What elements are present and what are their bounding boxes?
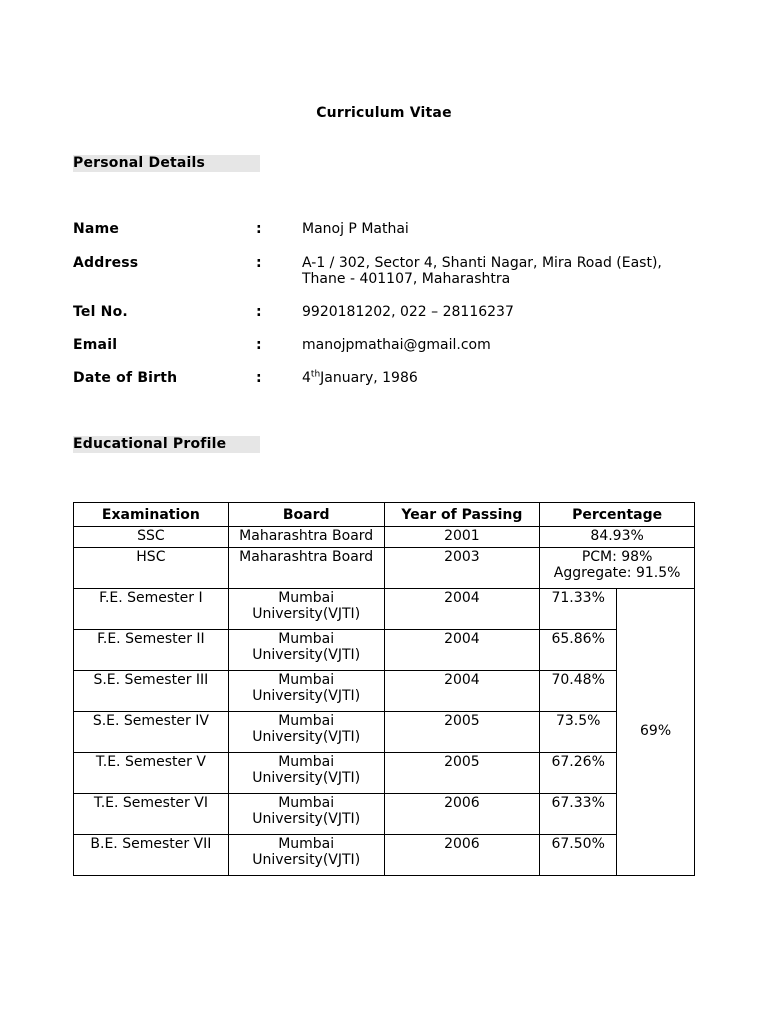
exam-cell: SSC	[74, 527, 229, 548]
percent-pcm: PCM: 98%	[581, 549, 653, 565]
percent-cell: 67.33%	[540, 794, 617, 835]
exam-cell: S.E. Semester III	[74, 671, 229, 712]
name-colon: :	[256, 221, 262, 237]
board-line-2: University(VJTI)	[252, 852, 361, 868]
board-cell	[228, 753, 384, 794]
educational-profile-heading: Educational Profile	[73, 436, 260, 453]
tel-value: 9920181202, 022 – 28116237	[302, 304, 514, 320]
address-line-2: Thane - 401107, Maharashtra	[302, 271, 511, 287]
header-board: Board	[228, 503, 384, 527]
board-cell	[228, 671, 384, 712]
board-line-1: Mumbai	[278, 795, 335, 811]
board-cell	[228, 712, 384, 753]
name-label: Name	[73, 221, 120, 237]
tel-label: Tel No.	[73, 304, 128, 320]
percent-cell: 84.93%	[540, 527, 695, 548]
exam-cell: T.E. Semester V	[74, 753, 229, 794]
board-line-2: University(VJTI)	[252, 811, 361, 827]
table-row	[74, 527, 695, 548]
email-colon: :	[256, 337, 262, 353]
board-line-1: Mumbai	[278, 713, 335, 729]
dob-suffix: th	[310, 369, 321, 380]
year-cell: 2005	[384, 712, 540, 753]
table-row	[74, 589, 695, 630]
board-line-1: Mumbai	[278, 590, 335, 606]
board-cell: Maharashtra Board	[228, 548, 384, 589]
board-line-2: University(VJTI)	[252, 647, 361, 663]
address-colon: :	[256, 255, 262, 271]
year-cell: 2006	[384, 835, 540, 876]
percent-cell: 71.33%	[540, 589, 617, 630]
board-cell	[228, 794, 384, 835]
percent-cell: 67.26%	[540, 753, 617, 794]
table-row	[74, 671, 695, 712]
percent-cell: 70.48%	[540, 671, 617, 712]
year-cell: 2003	[384, 548, 540, 589]
exam-cell: T.E. Semester VI	[74, 794, 229, 835]
table-row	[74, 630, 695, 671]
email-label: Email	[73, 337, 118, 353]
year-cell: 2004	[384, 671, 540, 712]
dob-rest: January, 1986	[320, 370, 418, 386]
year-cell: 2006	[384, 794, 540, 835]
header-percentage: Percentage	[540, 503, 695, 527]
board-line-1: Mumbai	[278, 754, 335, 770]
exam-cell: HSC	[74, 548, 229, 589]
table-row	[74, 712, 695, 753]
exam-cell: S.E. Semester IV	[74, 712, 229, 753]
year-cell: 2004	[384, 630, 540, 671]
table-header-row	[74, 503, 695, 527]
exam-cell: F.E. Semester II	[74, 630, 229, 671]
name-value: Manoj P Mathai	[302, 221, 409, 237]
board-cell	[228, 630, 384, 671]
year-cell: 2001	[384, 527, 540, 548]
header-examination: Examination	[74, 503, 229, 527]
aggregate-percent-cell: 69%	[617, 589, 695, 876]
table-row	[74, 835, 695, 876]
board-line-2: University(VJTI)	[252, 688, 361, 704]
dob-colon: :	[256, 370, 262, 386]
exam-cell: B.E. Semester VII	[74, 835, 229, 876]
header-year: Year of Passing	[384, 503, 540, 527]
percent-cell: 73.5%	[540, 712, 617, 753]
board-line-1: Mumbai	[278, 836, 335, 852]
address-label: Address	[73, 255, 139, 271]
board-cell: Maharashtra Board	[228, 527, 384, 548]
board-line-2: University(VJTI)	[252, 606, 361, 622]
education-table	[73, 502, 695, 876]
percent-aggregate: Aggregate: 91.5%	[553, 565, 681, 581]
year-cell: 2004	[384, 589, 540, 630]
table-row	[74, 753, 695, 794]
tel-colon: :	[256, 304, 262, 320]
board-line-2: University(VJTI)	[252, 729, 361, 745]
percent-cell: 67.50%	[540, 835, 617, 876]
document-title: Curriculum Vitae	[316, 105, 452, 121]
percent-cell: 65.86%	[540, 630, 617, 671]
percent-cell	[540, 548, 695, 589]
address-value	[302, 255, 702, 287]
board-line-2: University(VJTI)	[252, 770, 361, 786]
table-row	[74, 548, 695, 589]
board-line-1: Mumbai	[278, 672, 335, 688]
board-cell	[228, 835, 384, 876]
email-value: manojpmathai@gmail.com	[302, 337, 491, 353]
dob-label: Date of Birth	[73, 370, 178, 386]
address-line-1: A-1 / 302, Sector 4, Shanti Nagar, Mira Road (East),	[302, 255, 662, 271]
board-cell	[228, 589, 384, 630]
exam-cell: F.E. Semester I	[74, 589, 229, 630]
table-row	[74, 794, 695, 835]
dob-value	[302, 370, 702, 386]
year-cell: 2005	[384, 753, 540, 794]
board-line-1: Mumbai	[278, 631, 335, 647]
personal-details-heading: Personal Details	[73, 155, 260, 172]
dob-day: 4	[302, 370, 311, 386]
